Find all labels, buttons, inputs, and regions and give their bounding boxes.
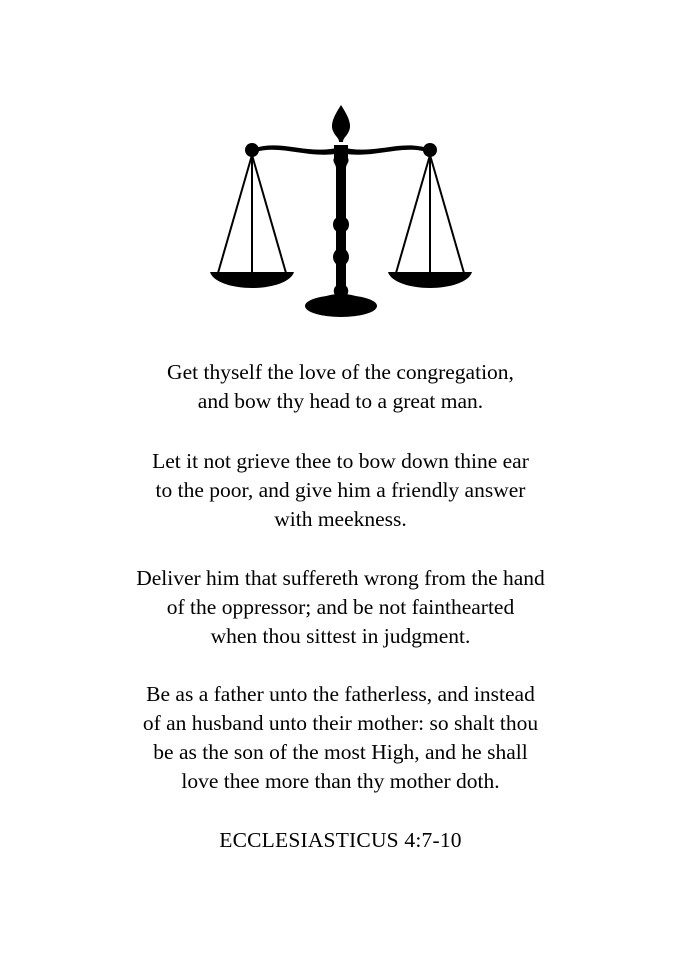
verse-line: with meekness. — [274, 507, 407, 531]
verse-paragraph-2 — [0, 447, 681, 534]
verse-paragraph-1 — [0, 358, 681, 416]
verse-line: to the poor, and give him a friendly answer — [155, 478, 526, 502]
verse-line: Let it not grieve thee to bow down thine ear — [152, 449, 529, 473]
verse-paragraph-4 — [0, 680, 681, 796]
verse-line: Deliver him that suffereth wrong from the hand — [136, 566, 545, 590]
verse-paragraph-3 — [0, 564, 681, 651]
scripture-citation: ECCLESIASTICUS 4:7-10 — [219, 828, 462, 852]
verse-line: when thou sittest in judgment. — [210, 624, 471, 648]
verse-line: be as the son of the most High, and he shall — [153, 740, 528, 764]
scales-of-justice-icon — [200, 100, 482, 324]
verse-line: and bow thy head to a great man. — [197, 389, 484, 413]
verse-line: Get thyself the love of the congregation, — [167, 360, 514, 384]
verse-line: of the oppressor; and be not fainthearted — [166, 595, 515, 619]
verse-line: love thee more than thy mother doth. — [181, 769, 500, 793]
verse-line: Be as a father unto the fatherless, and instead — [146, 682, 535, 706]
verse-line: of an husband unto their mother: so shalt thou — [142, 711, 539, 735]
